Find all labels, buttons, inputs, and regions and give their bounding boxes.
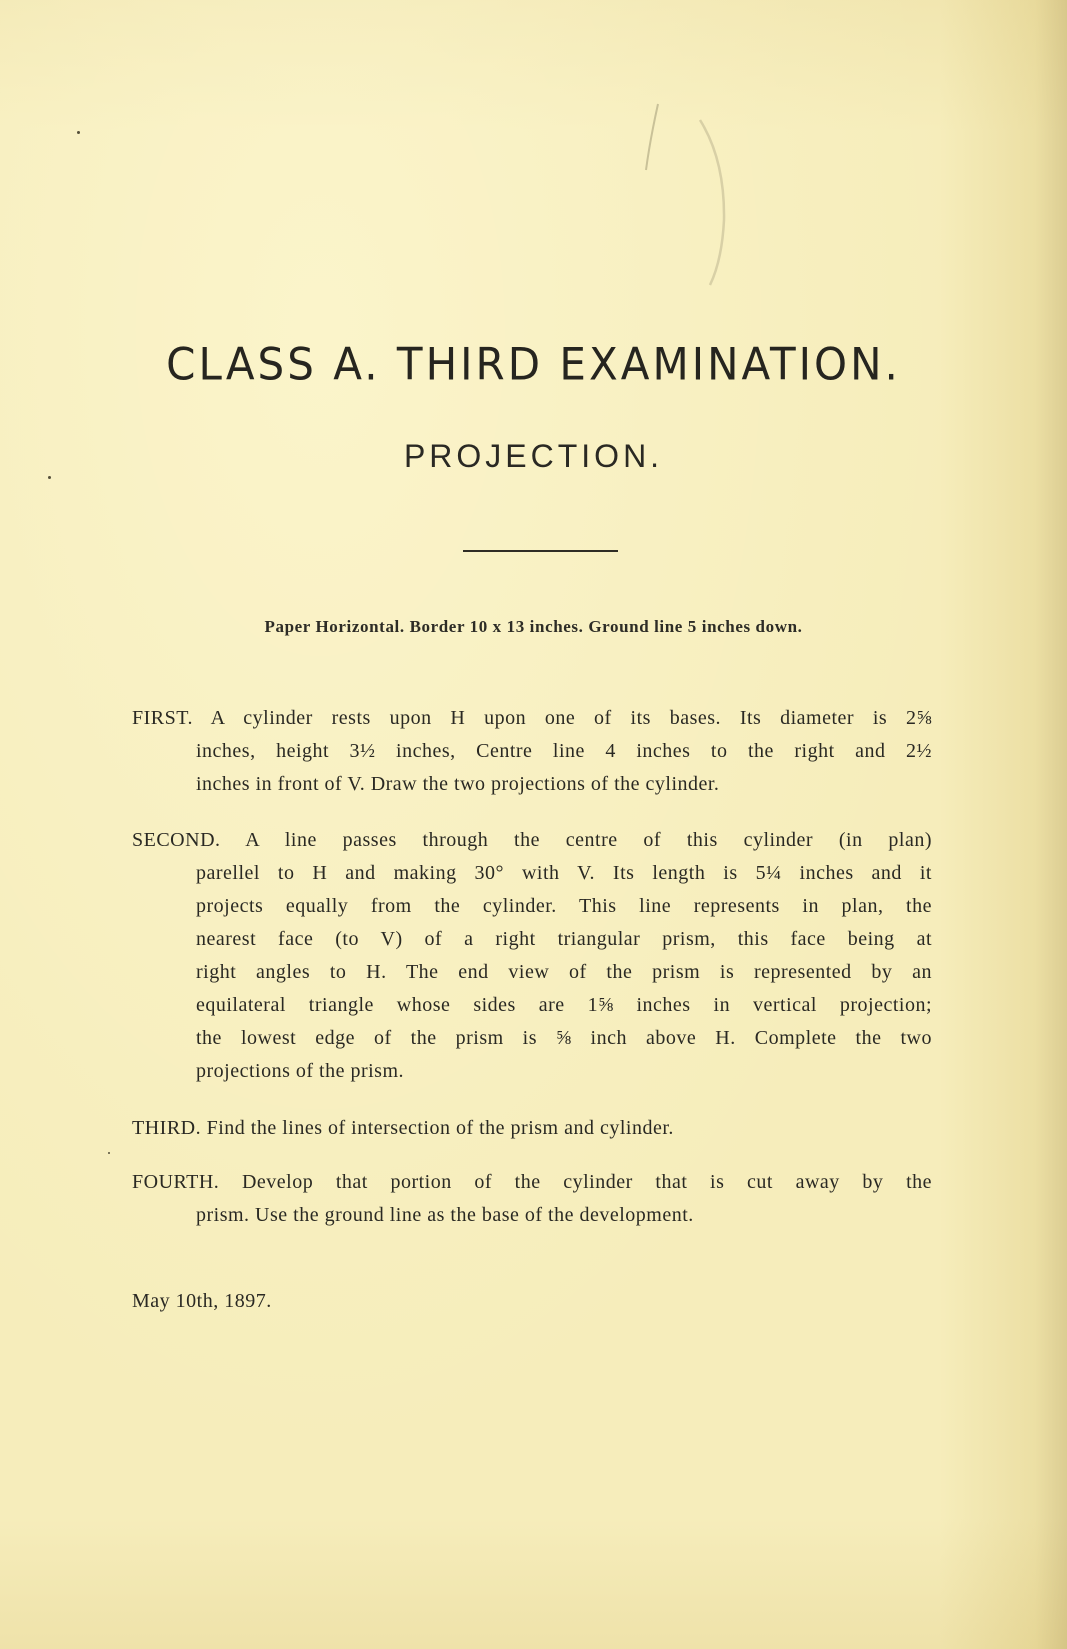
- question-first: [132, 702, 932, 801]
- question-line: nearest face (to V) of a right triangular prism, this face being at: [196, 928, 932, 950]
- question-line: FIRST. A cylinder rests upon H upon one of its bases. Its diameter is 2⅝: [132, 707, 932, 729]
- question-line: inches, height 3½ inches, Centre line 4 inches to the right and 2½: [196, 740, 932, 762]
- question-third: [132, 1112, 932, 1145]
- question-fourth: [132, 1166, 932, 1232]
- ink-speck: [48, 476, 51, 479]
- question-line: projects equally from the cylinder. This line represents in plan, the: [196, 895, 932, 917]
- question-line: SECOND. A line passes through the centre of this cylinder (in plan): [132, 829, 932, 851]
- question-line: the lowest edge of the prism is ⅝ inch above H. Complete the two: [196, 1027, 932, 1049]
- pencil-mark: [640, 100, 780, 290]
- question-line: FOURTH. Develop that portion of the cylinder that is cut away by the: [132, 1171, 932, 1193]
- ink-speck: [108, 1152, 110, 1154]
- question-second: [132, 824, 932, 1088]
- ink-speck: [77, 131, 80, 134]
- question-line: equilateral triangle whose sides are 1⅝ inches in vertical projection;: [196, 994, 932, 1016]
- question-line: prism. Use the ground line as the base of the development.: [196, 1204, 694, 1226]
- question-line: right angles to H. The end view of the prism is represented by an: [196, 961, 932, 983]
- exam-title: CLASS A. THIRD EXAMINATION.: [166, 338, 901, 391]
- paper-specifications: Paper Horizontal. Border 10 x 13 inches. Ground line 5 inches down.: [264, 617, 803, 636]
- exam-subtitle: PROJECTION.: [403, 438, 664, 474]
- question-line: parellel to H and making 30° with V. Its length is 5¼ inches and it: [196, 862, 932, 884]
- title-divider: [463, 550, 618, 552]
- exam-date: May 10th, 1897.: [132, 1290, 272, 1312]
- question-line: projections of the prism.: [196, 1060, 405, 1082]
- question-line: THIRD. Find the lines of intersection of the prism and cylinder.: [132, 1117, 674, 1139]
- question-line: inches in front of V. Draw the two projections of the cylinder.: [196, 773, 720, 795]
